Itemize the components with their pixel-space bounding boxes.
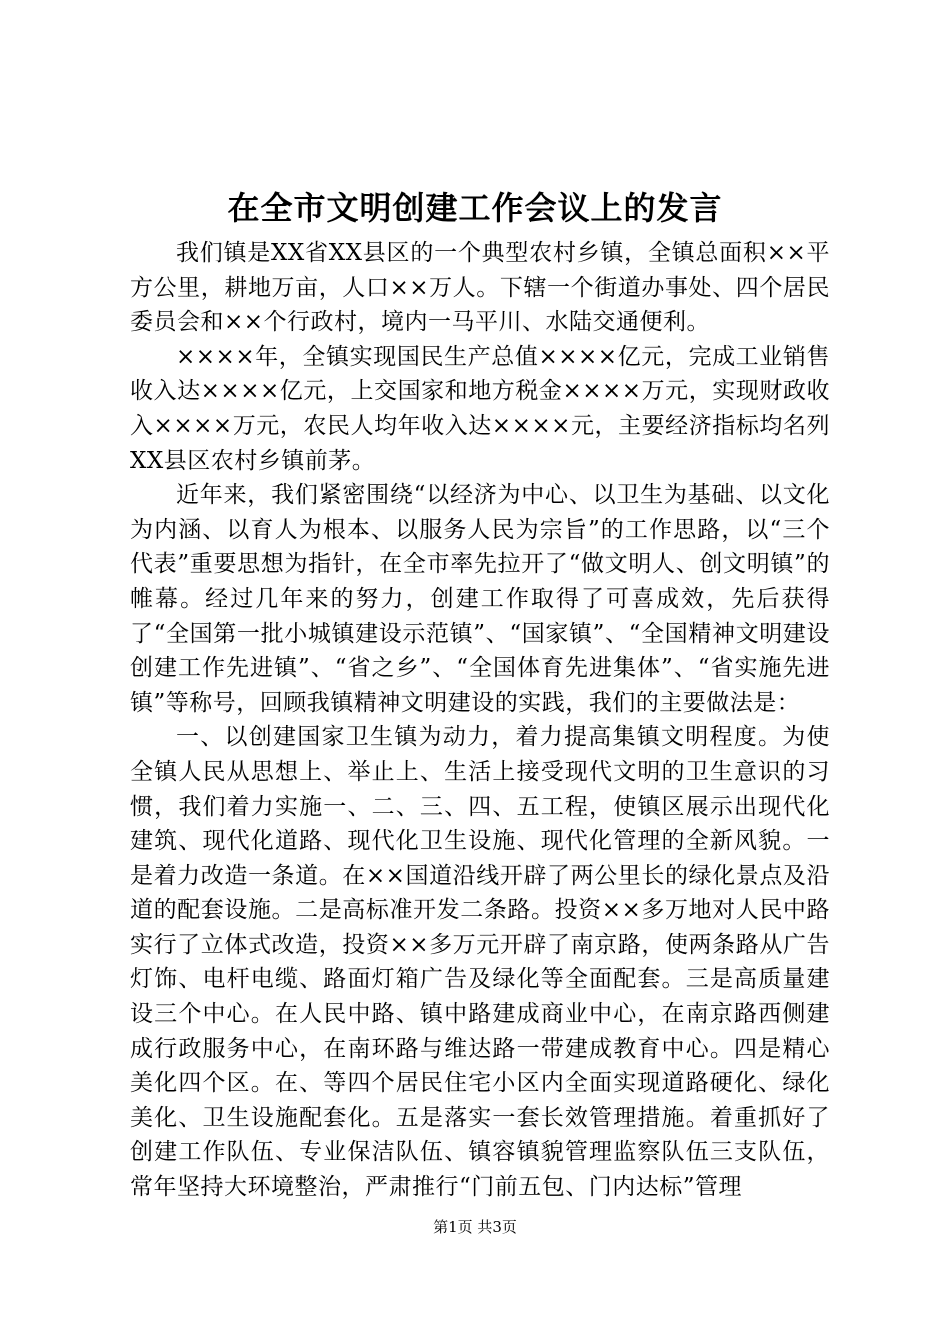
page-number-footer: 第1页 共3页 xyxy=(433,1218,517,1236)
paragraph: 近年来，我们紧密围绕“以经济为中心、以卫生为基础、以文化为内涵、以育人为根本、以服务人民为宗旨”的工作思路，以“三个代表”重要思想为指针，在全市率先拉开了“做文明人、创文明镇”的帷幕。经过几年来的努力，创建工作取得了可喜成效，先后获得了“全国第一批小城镇建设示范镇”、“国家镇”、“全国精神文明建设创建工作先进镇”、“省之乡”、“全国体育先进集体”、“省实施先进镇”等称号，回顾我镇精神文明建设的实践，我们的主要做法是： xyxy=(130,482,830,716)
document-body xyxy=(130,236,830,1205)
paragraph: 一、以创建国家卫生镇为动力，着力提高集镇文明程度。为使全镇人民从思想上、举止上、生活上接受现代文明的卫生意识的习惯，我们着力实施一、二、三、四、五工程，使镇区展示出现代化建筑、现代化道路、现代化卫生设施、现代化管理的全新风貌。一是着力改造一条道。在××国道沿线开辟了两公里长的绿化景点及沿道的配套设施。二是高标准开发二条路。投资××多万地对人民中路实行了立体式改造，投资××多万元开辟了南京路，使两条路从广告灯饰、电杆电缆、路面灯箱广告及绿化等全面配套。三是高质量建设三个中心。在人民中路、镇中路建成商业中心，在南京路西侧建成行政服务中心，在南环路与维达路一带建成教育中心。四是精心美化四个区。在、等四个居民住宅小区内全面实现道路硬化、绿化美化、卫生设施配套化。五是落实一套长效管理措施。着重抓好了创建工作队伍、专业保洁队伍、镇容镇貌管理监察队伍三支队伍，常年坚持大环境整治，严肃推行“门前五包、门内达标”管理 xyxy=(130,724,830,1201)
paragraph: ××××年，全镇实现国民生产总值××××亿元，完成工业销售收入达××××亿元，上交国家和地方税金××××万元，实现财政收入××××万元，农民人均年收入达××××元，主要经济指标均名列XX县区农村乡镇前茅。 xyxy=(130,343,830,474)
document-title: 在全市文明创建工作会议上的发言 xyxy=(227,189,723,227)
paragraph: 我们镇是XX省XX县区的一个典型农村乡镇，全镇总面积××平方公里，耕地万亩，人口××万人。下辖一个街道办事处、四个居民委员会和××个行政村，境内一马平川、水陆交通便利。 xyxy=(130,240,830,336)
